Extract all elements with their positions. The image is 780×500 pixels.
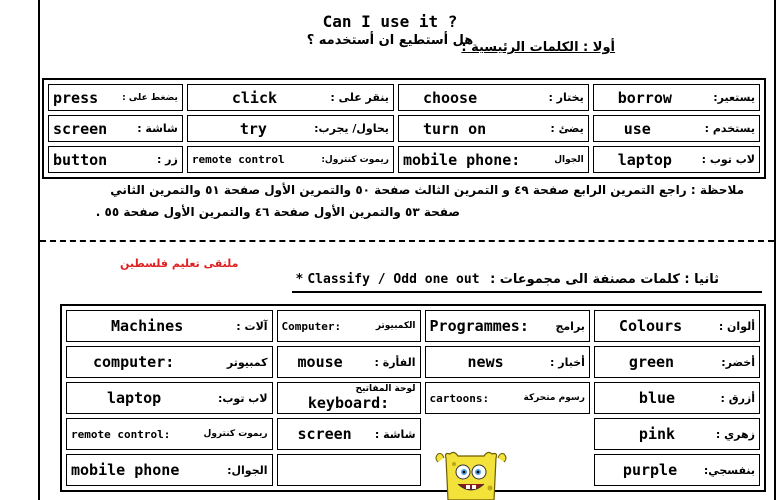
vocab-cell xyxy=(187,115,394,142)
vocab-cell xyxy=(398,115,589,142)
section2-heading xyxy=(296,272,719,287)
classify-cell xyxy=(66,346,273,378)
classify-english: purple xyxy=(622,461,678,479)
classify-arabic: ألوان : xyxy=(718,319,755,333)
section-divider xyxy=(40,240,774,242)
classify-arabic: أخضر: xyxy=(721,355,755,369)
classify-english: blue xyxy=(638,389,676,407)
vocab-arabic: الجوال xyxy=(554,154,584,165)
classify-english: computer: xyxy=(93,353,175,371)
classify-cell-empty xyxy=(425,418,590,450)
note-line-2: صفحة ٥٣ والتمرين الأول صفحة ٤٦ والتمرين الأول صفحة ٥٥ . xyxy=(95,205,460,219)
vocab-english: press xyxy=(53,88,99,107)
classify-arabic: برامج xyxy=(555,319,585,333)
classify-cell xyxy=(594,310,760,342)
page-border-right xyxy=(774,0,776,500)
section1-heading: أولا : الكلمات الرئيسية : xyxy=(461,40,615,55)
vocab-cell xyxy=(593,115,760,142)
classify-cell xyxy=(277,382,421,414)
section2-english: Classify / Odd one out xyxy=(307,272,480,287)
classify-english: Programmes: xyxy=(429,317,529,335)
vocab-cell xyxy=(398,146,589,173)
classify-english: screen xyxy=(297,425,352,443)
vocab-cell xyxy=(48,146,183,173)
vocab-english: click xyxy=(231,88,278,107)
classify-english: mobile phone xyxy=(71,461,180,479)
note-line-1: ملاحظة : راجع التمرين الرابع صفحة ٤٩ و التمرين الثالث صفحة ٥٠ والتمرين الأول صفحة ٥١ والتمرين الثاني xyxy=(110,183,744,197)
classify-arabic: آلات : xyxy=(236,319,268,333)
vocab-arabic: ينقر على : xyxy=(330,91,389,104)
section2-underline xyxy=(292,291,762,293)
classify-arabic: الكمبيوتر xyxy=(375,321,416,331)
classify-arabic: زهري : xyxy=(715,427,755,441)
forum-label: ملتقى تعليم فلسطين xyxy=(120,257,239,270)
classify-cell xyxy=(594,382,760,414)
classify-arabic: بنفسجي: xyxy=(703,463,755,477)
vocab-arabic: ريموت كنترول: xyxy=(321,154,389,165)
classify-arabic: الجوال: xyxy=(227,463,268,477)
vocab-cell xyxy=(398,84,589,111)
vocab-english: button xyxy=(53,150,108,169)
vocab-english: laptop xyxy=(617,150,672,169)
vocab-english: try xyxy=(239,119,267,138)
classify-cell xyxy=(425,310,590,342)
classify-table xyxy=(60,304,766,492)
classify-arabic: أخبار : xyxy=(550,355,585,369)
vocab-arabic: يستخدم : xyxy=(704,122,755,135)
classify-english: cartoons: xyxy=(429,391,490,405)
sponge-character-icon xyxy=(432,448,510,500)
vocab-arabic: زر : xyxy=(156,153,178,166)
classify-cell xyxy=(425,382,590,414)
classify-arabic: كمبيوتر xyxy=(226,355,268,369)
classify-english: keyboard: xyxy=(307,394,390,413)
table-row xyxy=(66,310,760,342)
vocab-cell xyxy=(48,84,183,111)
classify-arabic: لوحة المفاتيح xyxy=(355,383,416,394)
vocab-english: screen xyxy=(53,119,108,138)
vocab-arabic: يستعير: xyxy=(713,91,755,104)
classify-cell xyxy=(66,382,273,414)
vocab-english: use xyxy=(623,119,651,138)
classify-cell xyxy=(594,418,760,450)
classify-arabic: ريموت كنترول xyxy=(203,429,268,439)
vocab-cell xyxy=(48,115,183,142)
section2-prefix: * xyxy=(296,272,303,287)
classify-cell xyxy=(277,418,421,450)
table-row xyxy=(48,84,760,111)
title-english: Can I use it ? xyxy=(322,12,458,31)
classify-arabic: رسوم متحركة xyxy=(523,393,585,403)
classify-arabic: أزرق : xyxy=(720,391,755,405)
vocab-english: borrow xyxy=(617,88,672,107)
classify-cell xyxy=(66,418,273,450)
vocab-english: mobile phone: xyxy=(402,150,521,169)
table-row xyxy=(48,115,760,142)
classify-cell xyxy=(594,454,760,486)
section2-arabic: ثانيا : كلمات مصنفة الى مجموعات : xyxy=(490,272,719,287)
vocab-cell xyxy=(187,84,394,111)
table-row xyxy=(66,454,760,486)
classify-english: green xyxy=(628,353,675,371)
vocab-cell xyxy=(593,146,760,173)
key-words-table xyxy=(42,78,766,179)
classify-english: mouse xyxy=(297,353,343,371)
classify-cell xyxy=(594,346,760,378)
vocab-arabic: يضغط على : xyxy=(122,92,178,103)
classify-arabic: شاشة : xyxy=(374,427,416,441)
classify-arabic: لاب توب: xyxy=(217,391,268,405)
table-row xyxy=(66,382,760,414)
classify-english: news xyxy=(467,353,504,371)
classify-english: Colours xyxy=(618,317,683,335)
vocab-arabic: لاب توب : xyxy=(701,153,755,166)
vocab-cell xyxy=(187,146,394,173)
vocab-cell xyxy=(593,84,760,111)
page-border-left xyxy=(38,0,40,500)
classify-cell xyxy=(66,454,273,486)
classify-english: remote control: xyxy=(71,427,171,441)
vocab-english: turn on xyxy=(422,119,487,138)
classify-cell xyxy=(66,310,273,342)
classify-english: pink xyxy=(638,425,676,443)
title-arabic: هل أستطيع ان أستخدمه ؟ xyxy=(306,33,474,48)
vocab-arabic: يختار : xyxy=(548,91,584,104)
classify-english: Computer: xyxy=(281,319,342,333)
table-row xyxy=(66,346,760,378)
vocab-arabic: يضئ : xyxy=(550,122,584,135)
classify-cell xyxy=(425,346,590,378)
vocab-english: remote control xyxy=(191,153,285,166)
classify-arabic: الفأرة : xyxy=(374,355,416,369)
classify-english: Machines xyxy=(111,317,184,335)
table-row xyxy=(66,418,760,450)
vocab-arabic: شاشة : xyxy=(137,122,178,135)
classify-cell xyxy=(277,454,421,486)
table-row xyxy=(48,146,760,173)
vocab-english: choose xyxy=(422,88,478,107)
vocab-arabic: يحاول/ يجرب: xyxy=(314,122,389,135)
classify-english: laptop xyxy=(107,389,162,407)
classify-cell xyxy=(277,310,421,342)
classify-cell xyxy=(277,346,421,378)
